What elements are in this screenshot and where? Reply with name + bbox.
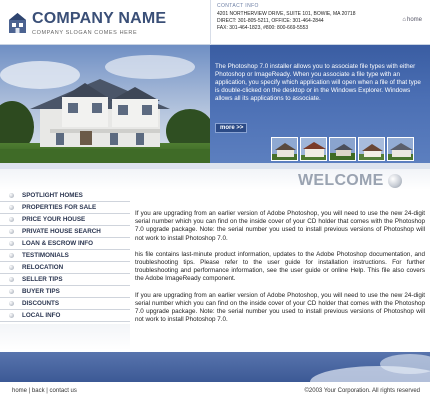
- sidebar-item-label: LOCAL INFO: [22, 312, 61, 319]
- sidebar-item-label: PRIVATE HOUSE SEARCH: [22, 228, 101, 235]
- bullet-icon: [9, 289, 14, 294]
- contact-phone: DIRECT: 301-805-5211, OFFICE: 301-464-2844: [217, 18, 324, 24]
- footer-separator: |: [44, 388, 50, 394]
- bullet-icon: [9, 241, 14, 246]
- home-link[interactable]: [402, 17, 422, 23]
- property-thumbnail[interactable]: [387, 137, 414, 161]
- sidebar-fill: [0, 324, 130, 350]
- site-header: [0, 0, 430, 45]
- sidebar-item-label: LOAN & ESCROW INFO: [22, 240, 94, 247]
- house-thumbnail-image: [301, 138, 327, 161]
- sidebar-item-label: SPOTLIGHT HOMES: [22, 192, 83, 199]
- more-button[interactable]: more >>: [215, 123, 247, 133]
- property-thumbnail[interactable]: [329, 137, 356, 161]
- main-content: [135, 210, 425, 332]
- footer-link-contact-us[interactable]: contact us: [49, 388, 77, 394]
- bullet-icon: [9, 301, 14, 306]
- sphere-icon: [388, 174, 402, 188]
- content-paragraph: If you are upgrading from an earlier version of Adobe Photoshop, you will need to use the new 24-digit serial number which you can find on the inside cover of your CD holder that comes with the Photoshop 7.0 upgrade package. Note: the serial number you used to install previous versions of Photoshop will not work to install Photoshop 7.0.: [135, 210, 425, 242]
- copyright-notice: ©2003 Your Corporation. All rights reserved: [304, 388, 420, 394]
- house-thumbnail-image: [359, 138, 385, 161]
- bullet-icon: [9, 277, 14, 282]
- home-arrow-icon: ⌂: [402, 17, 406, 23]
- sidebar-item-seller-tips[interactable]: [0, 274, 130, 286]
- sidebar-item-discounts[interactable]: [0, 298, 130, 310]
- site-footer: [0, 382, 430, 401]
- bullet-icon: [9, 193, 14, 198]
- sidebar-item-loan-escrow-info[interactable]: [0, 238, 130, 250]
- sidebar-item-testimonials[interactable]: [0, 250, 130, 262]
- contact-fax: FAX: 301-464-1823, #800: 800-669-5553: [217, 25, 309, 31]
- sidebar-item-label: PROPERTIES FOR SALE: [22, 204, 97, 211]
- bullet-icon: [9, 217, 14, 222]
- footer-links: [12, 388, 77, 394]
- property-thumbnail[interactable]: [300, 137, 327, 161]
- company-name: COMPANY NAME: [32, 10, 167, 27]
- sidebar-item-label: BUYER TIPS: [22, 288, 60, 295]
- sidebar-item-relocation[interactable]: [0, 262, 130, 274]
- company-slogan: COMPANY SLOGAN COMES HERE: [32, 30, 138, 36]
- hero-description: The Photoshop 7.0 installer allows you to associate file types with either Photoshop or ImageReady. When you associate a file type with an application, you specify which application will open when a file of that type is double-clicked on the desktop or in the Windows Explorer. Windows allows all its applications to associate.: [215, 63, 421, 102]
- footer-separator: |: [27, 388, 32, 394]
- bullet-icon: [9, 205, 14, 210]
- sidebar-item-label: TESTIMONIALS: [22, 252, 69, 259]
- sidebar-item-label: RELOCATION: [22, 264, 64, 271]
- bullet-icon: [9, 229, 14, 234]
- company-logo[interactable]: [8, 10, 208, 38]
- footer-banner: [0, 352, 430, 382]
- sidebar-item-local-info[interactable]: [0, 310, 130, 322]
- property-thumbnails: [271, 137, 416, 163]
- content-paragraph: If you are upgrading from an earlier version of Adobe Photoshop, you will need to use the new 24-digit serial number which you can find on the inside cover of your CD holder that comes with the Photoshop 7.0 upgrade package. Note: the serial number you used to install previous versions of Photoshop will not work to install Photoshop 7.0.: [135, 291, 425, 324]
- sidebar-item-buyer-tips[interactable]: [0, 286, 130, 298]
- property-thumbnail[interactable]: [271, 137, 298, 161]
- house-logo-icon: [8, 12, 27, 34]
- sidebar-item-label: PRICE YOUR HOUSE: [22, 216, 86, 223]
- sidebar-item-label: SELLER TIPS: [22, 276, 63, 283]
- footer-link-back[interactable]: back: [31, 388, 45, 394]
- contact-address: 4201 NORTHERVIEW DRIVE, SUITE 101, BOWIE, MA 20718: [217, 11, 356, 17]
- sidebar-item-private-house-search[interactable]: [0, 226, 130, 238]
- property-thumbnail[interactable]: [358, 137, 385, 161]
- bullet-icon: [9, 265, 14, 270]
- sidebar-nav: [0, 190, 130, 350]
- house-photo: [0, 45, 210, 163]
- house-thumbnail-image: [330, 138, 356, 161]
- footer-sky-image: [0, 352, 430, 382]
- house-thumbnail-image: [272, 138, 298, 161]
- band-stripe: [0, 163, 430, 169]
- content-paragraph: his file contains last-minute product information, updates to the Adobe Photoshop documentation, and troubleshooting tips. Please refer to the user guide for installation instructions. For further troubleshooting and performance information, see the user guide or online Help. This file also covers the Adobe ImageReady component.: [135, 250, 425, 283]
- sidebar-item-spotlight-homes[interactable]: [0, 190, 130, 202]
- sidebar-item-label: DISCOUNTS: [22, 300, 60, 307]
- contact-title: CONTACT INFO: [217, 3, 259, 9]
- sidebar-item-price-your-house[interactable]: [0, 214, 130, 226]
- bullet-icon: [9, 313, 14, 318]
- house-thumbnail-image: [388, 138, 414, 161]
- bullet-icon: [9, 253, 14, 258]
- footer-link-home[interactable]: home: [12, 388, 28, 394]
- hero-banner: [0, 45, 430, 163]
- home-link-label: home: [406, 17, 422, 23]
- contact-info: [210, 0, 390, 45]
- sidebar-item-properties-for-sale[interactable]: [0, 202, 130, 214]
- welcome-heading: WELCOME: [298, 172, 384, 189]
